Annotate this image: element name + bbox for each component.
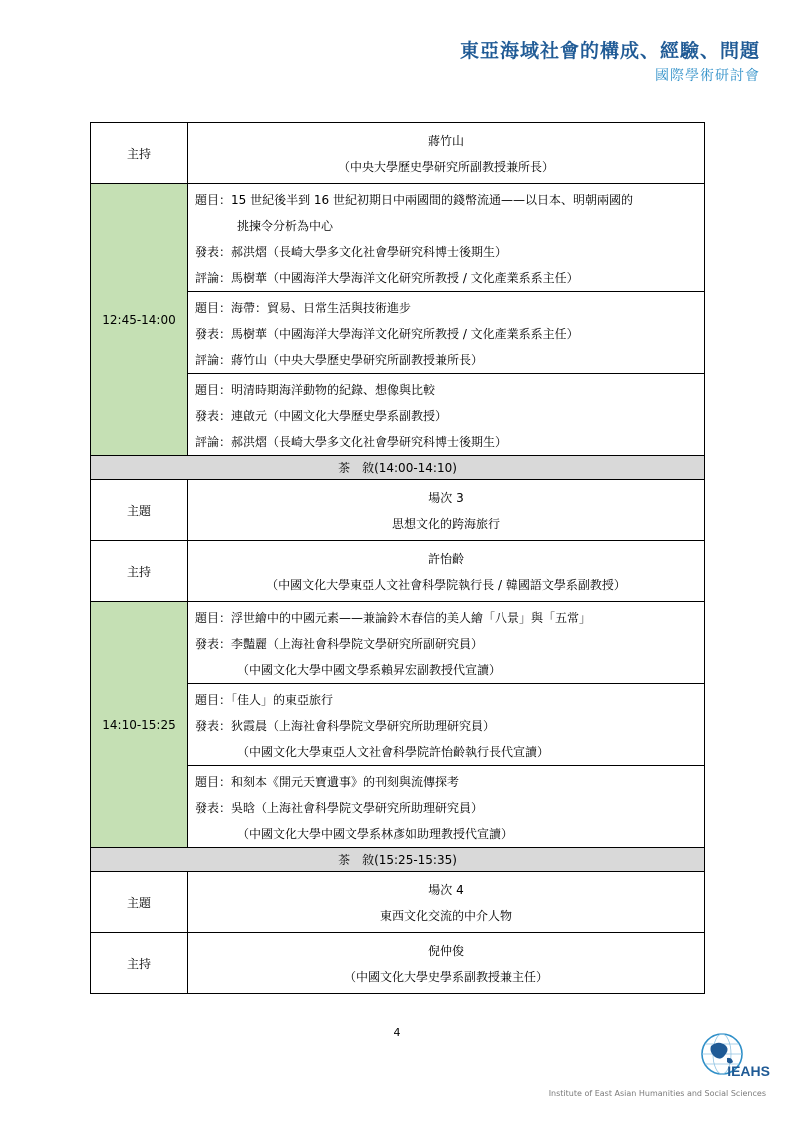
paper-presenter: 發表：郝洪熠（長崎大學多文化社會學研究科博士後期生） xyxy=(195,245,508,259)
session-title: 思想文化的跨海旅行 xyxy=(391,517,500,531)
paper-reader: （中國文化大學中國文學系林彥如助理教授代宣讀） xyxy=(237,827,514,841)
paper-title: 題目：和刻本《開元天寶遺事》的刊刻與流傳探考 xyxy=(195,775,460,789)
host-affiliation: （中央大學歷史學研究所副教授兼所長） xyxy=(337,160,554,174)
host-label: 主持 xyxy=(91,123,188,184)
paper-presenter: 發表：馬樹華（中國海洋大學海洋文化研究所教授 / 文化產業系系主任） xyxy=(195,327,579,341)
theme-label: 主題 xyxy=(91,480,188,541)
host-row xyxy=(91,123,705,184)
paper-entry xyxy=(188,766,705,848)
document-header xyxy=(460,36,760,85)
theme-row xyxy=(91,480,705,541)
host-affiliation: （中國文化大學東亞人文社會科學院執行長 / 韓國語文學系副教授） xyxy=(266,578,626,592)
paper-reader: （中國文化大學東亞人文社會科學院許怡齡執行長代宣讀） xyxy=(237,745,550,759)
paper-title: 題目：明清時期海洋動物的紀錄、想像與比較 xyxy=(195,383,436,397)
theme-row xyxy=(91,872,705,933)
theme-cell xyxy=(188,480,705,541)
paper-entry xyxy=(188,602,705,684)
host-cell xyxy=(188,123,705,184)
break-row xyxy=(91,848,705,872)
paper-entry xyxy=(188,684,705,766)
conference-subtitle: 國際學術研討會 xyxy=(655,68,760,84)
paper-row xyxy=(91,602,705,684)
paper-title: 題目：「佳人」的東亞旅行 xyxy=(195,693,334,707)
session-name: 場次 3 xyxy=(428,491,464,505)
conference-title: 東亞海域社會的構成、經驗、問題 xyxy=(459,40,760,62)
host-label: 主持 xyxy=(91,933,188,994)
host-name: 蔣竹山 xyxy=(427,134,464,148)
host-name: 許怡齡 xyxy=(427,552,464,566)
page-number: 4 xyxy=(393,1026,401,1039)
host-label: 主持 xyxy=(91,541,188,602)
institute-name: Institute of East Asian Humanities and Social Sciences xyxy=(548,1089,766,1098)
session-name: 場次 4 xyxy=(428,883,464,897)
paper-title: 題目：15 世紀後半到 16 世紀初期日中兩國間的錢幣流通——以日本、明朝兩國的 xyxy=(195,193,633,207)
logo-wordmark: IEAHS xyxy=(727,1063,770,1079)
paper-row xyxy=(91,184,705,292)
break-row xyxy=(91,456,705,480)
paper-discussant: 評論：蔣竹山（中央大學歷史學研究所副教授兼所長） xyxy=(195,353,484,367)
host-affiliation: （中國文化大學史學系副教授兼主任） xyxy=(343,970,548,984)
host-row xyxy=(91,933,705,994)
theme-label: 主題 xyxy=(91,872,188,933)
paper-entry xyxy=(188,374,705,456)
paper-presenter: 發表：連啟元（中國文化大學歷史學系副教授） xyxy=(195,409,448,423)
time-slot: 12:45-14:00 xyxy=(91,184,188,456)
paper-title: 題目：海帶：貿易、日常生活與技術進步 xyxy=(195,301,412,315)
time-slot: 14:10-15:25 xyxy=(91,602,188,848)
paper-title: 題目：浮世繪中的中國元素——兼論鈴木春信的美人繪「八景」與「五常」 xyxy=(195,611,592,625)
paper-discussant: 評論：郝洪熠（長崎大學多文化社會學研究科博士後期生） xyxy=(195,435,508,449)
session-title: 東西文化交流的中介人物 xyxy=(379,909,512,923)
paper-entry xyxy=(188,292,705,374)
tea-break: 茶 敘(14:00-14:10) xyxy=(91,456,705,480)
ieahs-globe-logo xyxy=(694,1030,772,1084)
tea-break: 茶 敘(15:25-15:35) xyxy=(91,848,705,872)
paper-presenter: 發表：吳晗（上海社會科學院文學研究所助理研究員） xyxy=(195,801,484,815)
host-cell xyxy=(188,541,705,602)
paper-title-cont: 挑揀令分析為中心 xyxy=(237,219,334,233)
paper-reader: （中國文化大學中國文學系賴昇宏副教授代宣讀） xyxy=(237,663,502,677)
host-name: 倪仲俊 xyxy=(427,944,464,958)
paper-presenter: 發表：狄霞晨（上海社會科學院文學研究所助理研究員） xyxy=(195,719,496,733)
paper-presenter: 發表：李豔麗（上海社會科學院文學研究所副研究員） xyxy=(195,637,484,651)
schedule-table xyxy=(90,122,705,994)
paper-entry xyxy=(188,184,705,292)
theme-cell xyxy=(188,872,705,933)
host-cell xyxy=(188,933,705,994)
host-row xyxy=(91,541,705,602)
paper-discussant: 評論：馬樹華（中國海洋大學海洋文化研究所教授 / 文化產業系系主任） xyxy=(195,271,579,285)
